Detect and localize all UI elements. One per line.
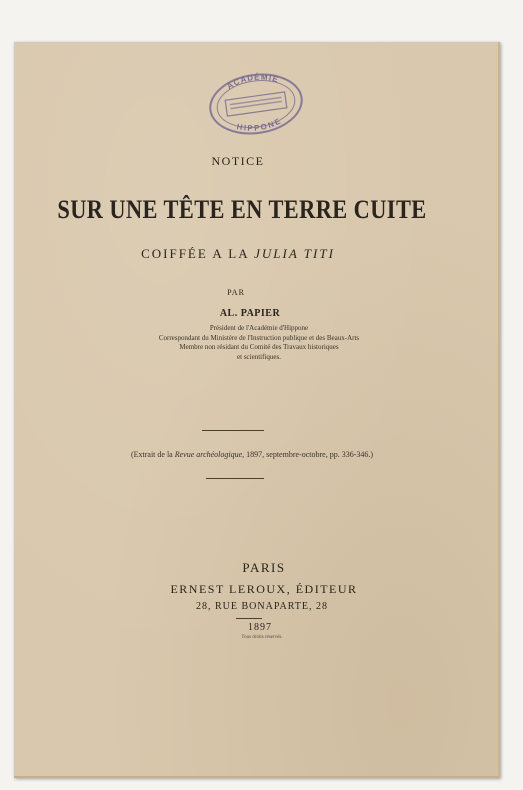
subtitle-prefix: COIFFÉE A LA <box>141 246 249 261</box>
publication-year: 1897 <box>248 622 272 633</box>
publisher-name: ERNEST LEROUX, ÉDITEUR <box>170 582 358 596</box>
svg-text:ACADÉMIE <box>224 69 281 91</box>
extract-note <box>10 450 494 459</box>
author-name: AL. PAPIER <box>219 308 281 319</box>
qualification-line: et scientifiques. <box>237 352 281 361</box>
qualification-line: Membre non résidant du Comité des Travaux historiques <box>179 343 339 351</box>
author-qualifications <box>124 324 394 362</box>
library-stamp <box>202 65 310 142</box>
divider-rule <box>206 478 264 479</box>
document-subtitle <box>0 246 480 262</box>
document-title: SUR UNE TÊTE EN TERRE CUITE <box>57 195 427 224</box>
qualification-line: Correspondant du Ministère de l'Instruction publique et des Beaux-Arts <box>158 333 360 342</box>
stamp-bottom-text: HIPPONE <box>235 116 283 133</box>
qualification-line: Président de l'Académie d'Hippone <box>209 324 309 332</box>
by-line: PAR <box>227 288 245 297</box>
extract-journal: Revue archéologique <box>174 450 243 459</box>
subtitle-italic: JULIA TITI <box>254 246 335 261</box>
notice-heading: NOTICE <box>211 154 265 168</box>
divider-rule <box>236 618 262 619</box>
extract-after: , 1897, septembre-octobre, pp. 336-346.) <box>242 450 374 459</box>
extract-before: (Extrait de la <box>130 450 173 459</box>
stamp-top-text: ACADÉMIE <box>225 72 280 92</box>
publisher-address: 28, RUE BONAPARTE, 28 <box>196 601 328 612</box>
pamphlet-cover <box>14 42 500 778</box>
rights-notice: Tous droits réservés. <box>241 635 283 640</box>
publication-city: PARIS <box>242 560 286 575</box>
divider-rule <box>202 430 264 431</box>
